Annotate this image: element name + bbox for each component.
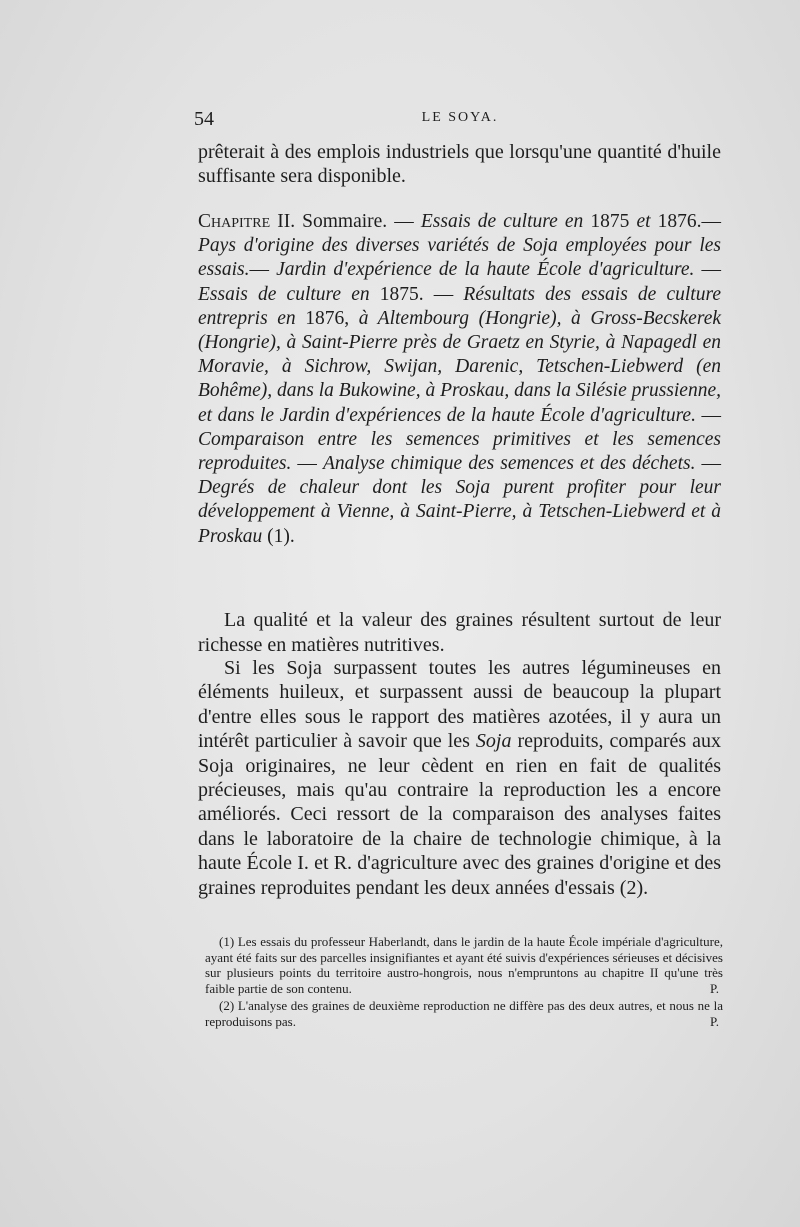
summary-sep: — [291,453,323,475]
body-paragraph-1: La qualité et la valeur des graines résultent surtout de leur richesse en matières nutritives. [198,609,721,656]
summary-item: Jardin d'expérience de la haute École d'agriculture. [276,259,695,281]
summary-sep: 1875 [583,211,637,232]
summary-item: Comparaison entre les semences primitives et les semences reproduites. [198,428,721,475]
intro-paragraph: prêterait à des emplois industriels que lorsqu'une quantité d'huile suffisante sera disponible. [198,141,721,188]
chapter-number: II. Sommaire. — [270,211,421,232]
summary-item: Degrés de chaleur dont les Soja purent profiter pour leur développement à Vienne, à Saint-Pierre, à Tetschen-Liebwerd et à Proskau [198,477,721,547]
summary-sep: — [694,259,721,281]
footnote-text: (2) L'analyse des graines de deuxième reproduction ne diffère pas des deux autres, et nous ne la reproduisons pas. [205,998,723,1029]
summary-item: Résultats des essais de culture entrepris en [198,283,721,329]
summary-item: Essais de culture en [420,211,584,232]
footnote-2 [205,998,723,1029]
page-header [194,108,726,132]
footnote-signature: P. [709,1013,719,1029]
page-number: 54 [194,108,214,130]
body-italic: Soja [475,730,512,753]
body-paragraph-2 [198,656,721,900]
chapter-summary [198,210,721,549]
summary-sep: 1875. — [369,283,464,305]
footnotes [205,934,723,1032]
summary-sep: 1876.— [650,211,722,232]
summary-item: Analyse chimique des semences et des déchets. [322,453,696,475]
summary-item: Essais de culture en [198,283,370,305]
summary-sep: — [249,259,277,281]
summary-item: et [636,211,651,232]
summary-sep: (1). [262,525,295,547]
summary-item: à Altembourg (Hongrie), à Gross-Becskerek (Hongrie), à Saint-Pierre près de Graetz en Styrie, à Napagedl en Moravie, à Sichrow, Swijan, Darenic, Tetschen-Liebwerd (en Bohême), dans la Bukowine, à Proskau, dans la Silésie prussienne, et dans le Jardin d'expériences de la haute École d'agriculture. [198,307,722,426]
summary-item: Pays d'origine des diverses variétés de Soja employées pour les essais. [198,235,721,281]
body-text: Si les Soja surpassent toutes les autres légumineuses en éléments huileux, et surpassent aussi de beaucoup la plupart d'entre elles sous le rapport des matières azotées, il y aura un intérêt particulier à savoir que les [198,657,721,753]
running-title: LE SOYA. [421,110,499,125]
summary-sep: — [695,453,721,475]
footnote-1 [205,934,723,996]
footnote-signature: P. [709,980,719,996]
summary-sep: 1876, [295,307,359,329]
body-text: reproduits, comparés aux Soja originaires, ne leur cèdent en rien en fait de qualités précieuses, mais qu'au contraire la reproduction les a encore améliorés. Ceci ressort de la comparaison des analyses faites dans le laboratoire de la chaire de technologie chimique, à la haute École I. et R. d'agriculture avec des graines d'origine et des graines reproduites pendant les deux années d'essais (2). [198,730,721,899]
summary-sep: — [695,404,721,426]
chapter-label: Chapitre [198,211,271,232]
footnote-text: (1) Les essais du professeur Haberlandt, dans le jardin de la haute École impériale d'agriculture, ayant été faits sur des parcelles insignifiantes et ayant été suivis d'expériences sérieuses et décisives sur plusieurs points du territoire austro-hongrois, nous n'empruntons au chapitre II qu'une très faible partie de son contenu. [205,934,723,996]
